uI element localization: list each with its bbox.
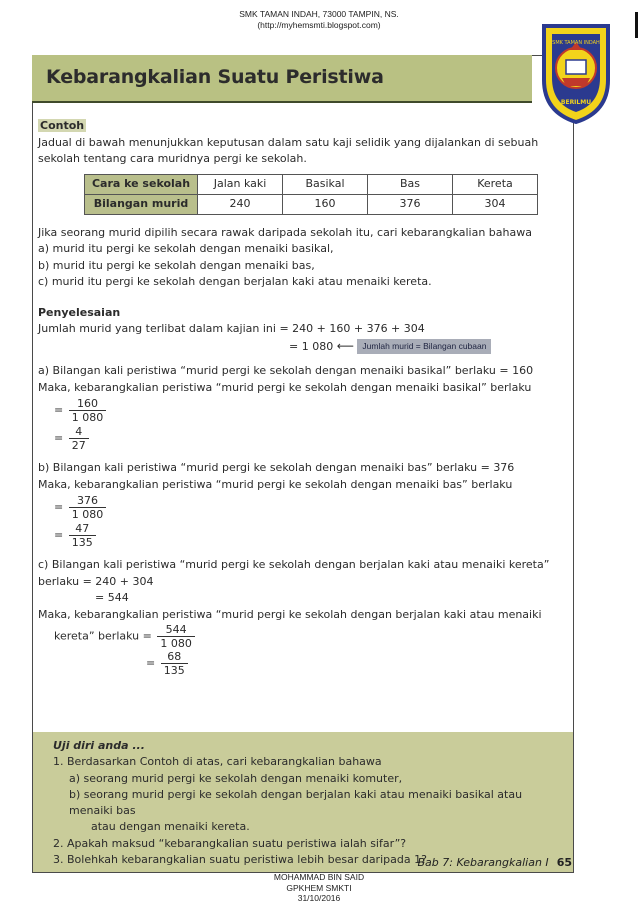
fraction: $\frac{544}{1 080}$ [157,623,195,650]
blog-url: (http://myhemsmti.blogspot.com) [257,20,381,30]
solution-label: Penyelesaian [38,305,121,319]
author-name: MOHAMMAD BIN SAID [273,872,365,882]
footer-date: 31/10/2016 [297,893,341,903]
self-test-title: Uji diri anda ... [53,739,145,752]
table-row-header: Bilangan murid [85,194,198,214]
total-result: = 1 080 [289,339,334,353]
fraction: $\frac{4}{27}$ [69,425,89,452]
title-bar [32,55,532,103]
table-cell: 160 [283,194,368,214]
solution-b-line1: b) Bilangan kali peristiwa “murid pergi ke sekolah dengan menaiki bas” berlaku = 376 [38,461,515,474]
self-test-q1: 1. Berdasarkan Contoh di atas, cari kebarangkalian bahawa [53,755,382,769]
table-cell: 376 [368,194,453,214]
table-cell: 240 [198,194,283,214]
table-row [85,174,538,194]
contoh-intro: Jadual di bawah menunjukkan keputusan dalam satu kaji selidik yang dijalankan di sebuah sekolah tentang cara muridnya pergi ke sekolah. [38,135,539,165]
fraction-row: = $\frac{4}{27}$ [54,425,564,452]
solution-c-line1: c) Bilangan kali peristiwa “murid pergi ke sekolah dengan berjalan kaki atau menaiki kereta” [38,558,550,571]
arrow-left-icon: ⟵ [336,338,354,353]
solution-c-line2: berlaku = 240 + 304 [38,574,154,588]
self-test-q1a: a) seorang murid pergi ke sekolah dengan menaiki komuter, [69,771,403,785]
school-name: SMK TAMAN INDAH, 73000 TAMPIN, NS. [239,9,399,19]
table-cell: 304 [453,194,538,214]
solution-c-line5: kereta” berlaku = [54,629,152,643]
table-row-header: Cara ke sekolah [85,174,198,194]
callout-note: Jumlah murid = Bilangan cubaan [357,339,491,354]
fraction: $\frac{47}{135}$ [69,522,96,549]
fraction-row: = $\frac{68}{135}$ [146,650,564,677]
contoh-label: Contoh [40,119,85,132]
question-part-c: c) murid itu pergi ke sekolah dengan berjalan kaki atau menaiki kereta. [38,275,432,288]
fraction-row: = $\frac{47}{135}$ [54,522,564,549]
chapter-footer [418,856,573,869]
self-test-box [33,732,573,872]
author-org: GPKHEM SMKTI [286,882,352,893]
fraction: $\frac{160}{1 080}$ [69,397,107,424]
table-cell: Jalan kaki [198,174,283,194]
total-line: Jumlah murid yang terlibat dalam kajian ini = 240 + 160 + 376 + 304 [38,322,425,335]
self-test-q2: 2. Apakah maksud “kebarangkalian suatu peristiwa ialah sifar”? [53,836,407,850]
crest-top-text: SMK TAMAN INDAH [552,40,600,46]
fraction-row: = $\frac{376}{1 080}$ [54,494,564,521]
table-cell: Basikal [283,174,368,194]
solution-a-line2: Maka, kebarangkalian peristiwa “murid pergi ke sekolah dengan menaiki basikal” berlaku [38,380,532,394]
solution-c-line4: Maka, kebarangkalian peristiwa “murid pergi ke sekolah dengan berjalan kaki atau menaiki [38,607,542,621]
fraction: $\frac{68}{135}$ [161,650,188,677]
author-footer [0,872,638,904]
table-cell: Kereta [453,174,538,194]
solution-a-line1: a) Bilangan kali peristiwa “murid pergi ke sekolah dengan menaiki basikal” berlaku = 160 [38,364,534,377]
crest-motto: BERILMU [560,99,592,106]
self-test-q1b: b) seorang murid pergi ke sekolah dengan berjalan kaki atau menaiki basikal atau menaiki bas [69,787,523,818]
self-test-q3: 3. Bolehkah kebarangkalian suatu peristiwa lebih besar daripada 1? [53,853,427,867]
solution-b-line2: Maka, kebarangkalian peristiwa “murid pergi ke sekolah dengan menaiki bas” berlaku [38,477,513,491]
self-test-q1b-cont: atau dengan menaiki kereta. [91,820,250,834]
school-crest-logo [540,20,612,124]
page-title: Kebarangkalian Suatu Peristiwa [46,66,384,88]
question-part-b: b) murid itu pergi ke sekolah dengan menaiki bas, [38,258,315,272]
fraction: $\frac{376}{1 080}$ [69,494,107,521]
main-content [38,118,564,677]
page-number: 65 [556,856,572,869]
table-row [85,194,538,214]
solution-c-line3: = 544 [95,591,129,604]
fraction-row [54,623,564,650]
fraction-row: = $\frac{160}{1 080}$ [54,397,564,424]
chapter-label: Bab 7: Kebarangkalian I [417,856,549,869]
survey-table [84,174,538,215]
contoh-question: Jika seorang murid dipilih secara rawak daripada sekolah itu, cari kebarangkalian bahawa [38,225,532,239]
table-cell: Bas [368,174,453,194]
question-part-a: a) murid itu pergi ke sekolah dengan menaiki basikal, [38,242,334,255]
